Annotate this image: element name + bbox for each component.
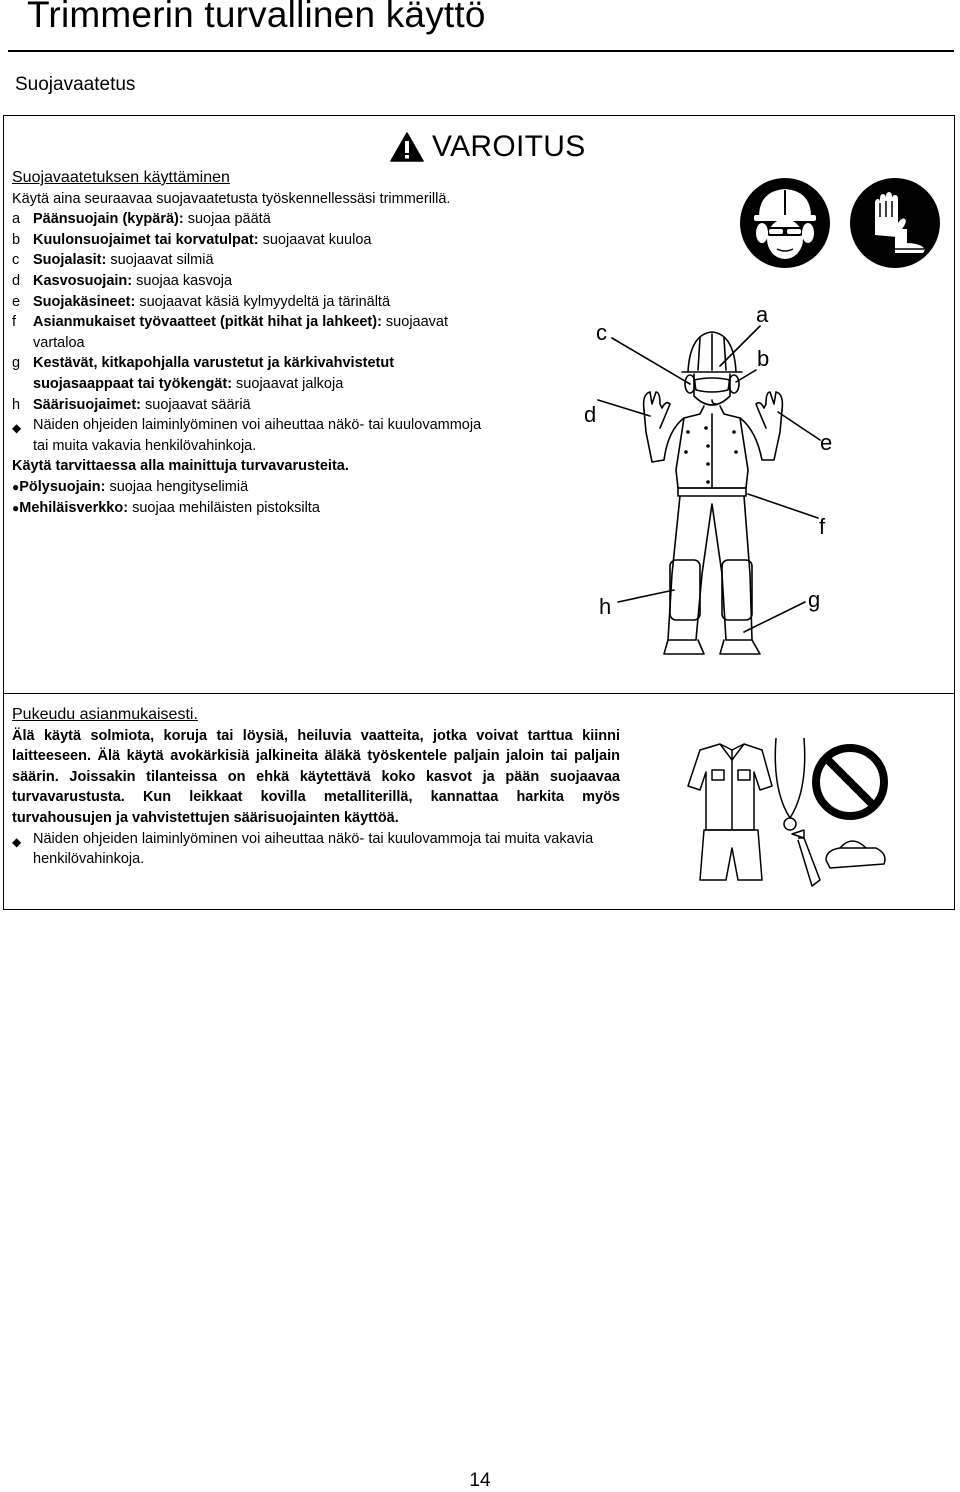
item-term: Kasvosuojain: [33, 272, 133, 289]
list-item [12, 230, 482, 251]
list-item [12, 209, 482, 230]
title-rule [8, 50, 954, 52]
item-term: Suojalasit: [33, 252, 107, 269]
option-term: Pölysuojain: [19, 478, 106, 495]
list-item [12, 395, 482, 416]
figure-label-a: a [756, 302, 769, 327]
warning-bullet-text: Näiden ohjeiden laiminlyöminen voi aiheuttaa näkö- tai kuulovammoja tai muita vakavia henkilövahinkoja. [33, 830, 594, 868]
warning-label: VAROITUS [432, 130, 586, 163]
item-term: Suojakäsineet: [33, 293, 136, 310]
dress-properly-heading: Pukeudu asianmukaisesti. [12, 706, 198, 723]
item-letter: g [12, 355, 21, 372]
figure-label-h: h [599, 594, 612, 619]
figure-label-d: d [584, 402, 597, 427]
dress-properly-body: Älä käytä solmiota, koruja tai löysiä, heiluvia vaatteita, jotka voivat tarttua kiinni laitteeseen. Älä käytä avokärkisiä jalkineita äläkä työskentele paljain jaloin tai paljain säärin. Joissakin tilanteissa on ehkä käytettävä koko kasvot ja pään suojaavaa turvavarustusta. Kun leikkaat kovilla metalliterillä, kannattaa harkita myös turvahousujen ja vahvistettujen säärisuojainten käyttöä. [12, 727, 620, 826]
item-letter: e [12, 293, 21, 310]
protective-clothing-heading: Suojavaatetuksen käyttäminen [12, 169, 230, 186]
list-item [12, 353, 482, 394]
item-desc: suojaavat sääriä [141, 396, 251, 413]
recommend-text: Käytä tarvittaessa alla mainittuja turvavarusteita. [12, 458, 349, 475]
item-desc: suojaavat vartaloa [33, 314, 449, 351]
prohibited-loose-clothing-figure [680, 730, 890, 895]
item-letter: c [12, 252, 20, 269]
figure-label-e: e [820, 430, 833, 455]
figure-label-f: f [819, 514, 826, 539]
warning-bullet [12, 829, 620, 870]
figure-label-g: g [808, 587, 821, 612]
warning-header [390, 127, 586, 167]
warning-box-divider [3, 693, 955, 694]
protective-clothing-intro: Käytä aina seuraavaa suojavaatetusta työskennellessäsi trimmerillä. [12, 190, 451, 207]
item-letter: d [12, 272, 21, 289]
item-desc: suojaa päätä [183, 211, 271, 228]
item-term: Kuulonsuojaimet tai korvatulpat: [33, 231, 259, 248]
diamond-bullet-icon: ◆ [12, 834, 22, 849]
page-title: Trimmerin turvallinen käyttö [27, 0, 486, 35]
option-desc: suojaa hengityselimiä [105, 478, 249, 495]
option-item [12, 477, 482, 498]
item-desc: suojaavat käsiä kylmyydeltä ja tärinältä [135, 293, 391, 310]
warning-triangle-icon [390, 132, 424, 162]
item-desc: suojaavat kuuloa [258, 231, 372, 248]
item-desc: suojaavat silmiä [106, 252, 214, 269]
item-desc: suojaa kasvoja [132, 272, 233, 289]
figure-label-c: c [596, 320, 607, 345]
item-letter: h [12, 396, 21, 413]
diamond-bullet-icon: ◆ [12, 421, 22, 436]
dress-properly-section [12, 705, 620, 870]
item-term: Säärisuojaimet: [33, 396, 141, 413]
option-item [12, 498, 482, 519]
option-desc: suojaa mehiläisten pistoksilta [128, 499, 320, 516]
warning-bullet-text: Näiden ohjeiden laiminlyöminen voi aiheuttaa näkö- tai kuulovammoja tai muita vakavia henkilövahinkoja. [33, 417, 482, 454]
warning-bullet [12, 415, 482, 456]
list-item [12, 250, 482, 271]
item-desc: suojaavat jalkoja [232, 375, 344, 392]
item-letter: a [12, 211, 21, 228]
page-number: 14 [469, 1470, 491, 1491]
item-term: Kestävät, kitkapohjalla varustetut ja kärkivahvistetut suojasaappaat tai työkengät: [33, 355, 395, 392]
figure-label-b: b [757, 346, 770, 371]
item-term: Päänsuojain (kypärä): [33, 211, 184, 228]
list-item [12, 312, 482, 353]
hand-foot-protection-sign-icon [849, 177, 941, 269]
circle-bullet-icon: ● [12, 500, 20, 515]
protective-clothing-section [12, 168, 482, 518]
head-protection-sign-icon [739, 177, 831, 269]
list-item [12, 271, 482, 292]
section-heading: Suojavaatetus [15, 74, 136, 95]
list-item [12, 292, 482, 313]
item-letter: f [12, 314, 17, 331]
circle-bullet-icon: ● [12, 479, 20, 494]
item-term: Asianmukaiset työvaatteet (pitkät hihat ja lahkeet): [33, 314, 382, 331]
option-term: Mehiläisverkko: [19, 499, 129, 516]
item-letter: b [12, 231, 21, 248]
